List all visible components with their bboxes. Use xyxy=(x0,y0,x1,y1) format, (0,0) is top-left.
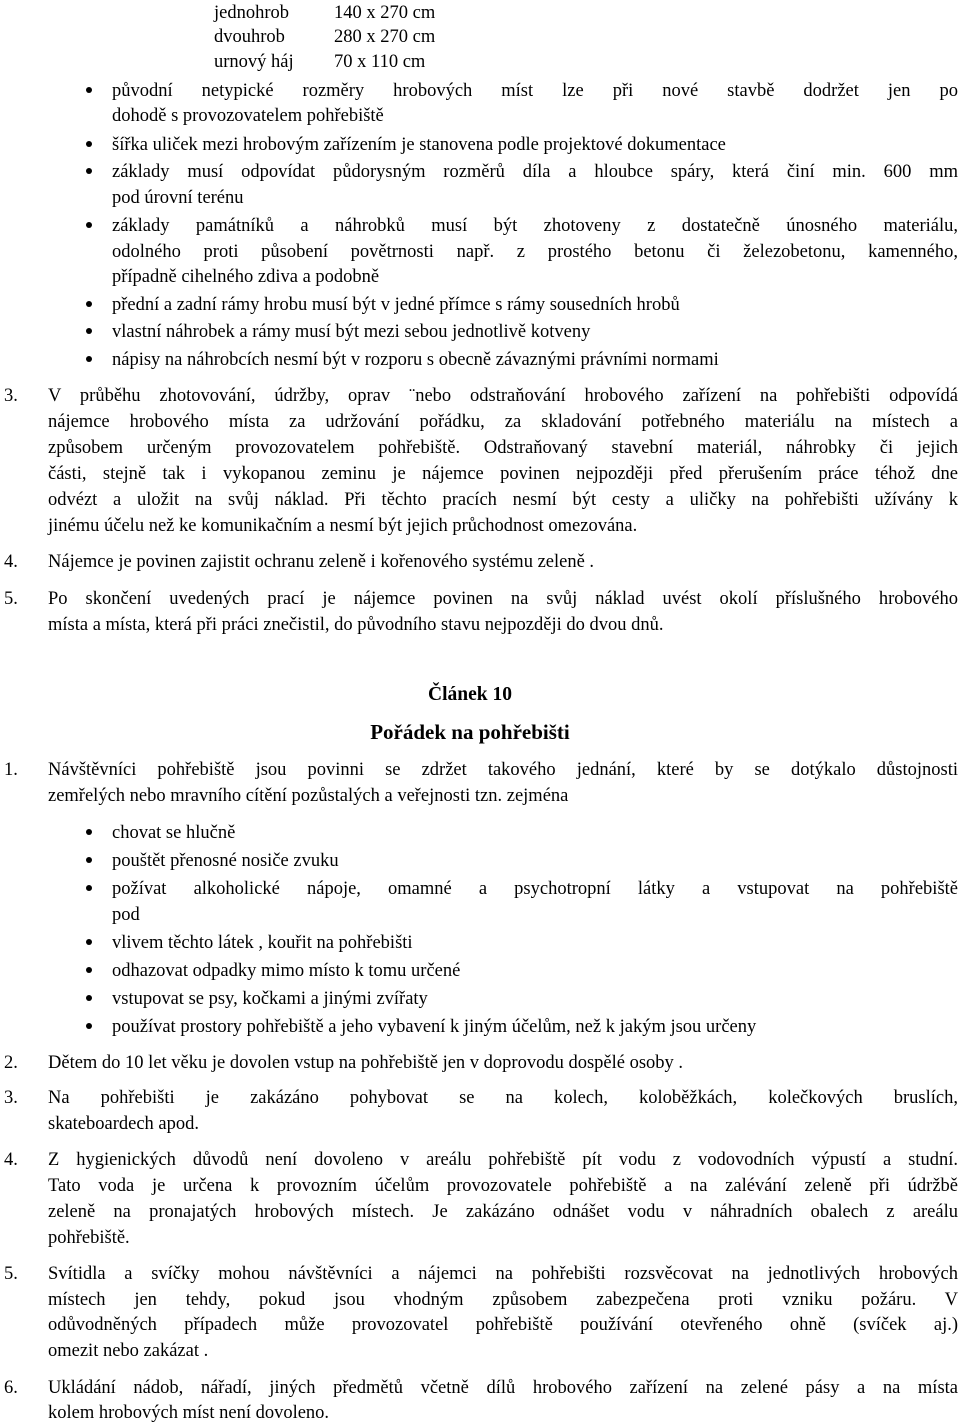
paragraph-line: Návštěvníci pohřebiště jsou povinni se zdržet takového jednání, které by se dotýkalo důstojnosti xyxy=(48,760,958,780)
bullet-icon xyxy=(86,995,92,1001)
article-title: Pořádek na pohřebišti xyxy=(370,720,570,744)
size-row: urnový háj 70 x 110 cm xyxy=(214,52,426,72)
bullet-icon xyxy=(86,87,92,93)
paragraph-line: části, stejně tak i vykopanou zeminu je nájemce povinen nejpozději před přerušením práce téhož dne xyxy=(48,464,958,484)
bullet-icon xyxy=(86,857,92,863)
paragraph-line: odvézt a uložit na svůj náklad. Při těchto pracích nesmí být cesty a uličky na pohřebišti užívány k xyxy=(48,490,958,510)
paragraph-line: jinému účelu než ke komunikačním a nesmí být jejich průchodnost omezována. xyxy=(48,516,638,536)
list-item: přední a zadní rámy hrobu musí být v jedné přímce s rámy sousedních hrobů xyxy=(112,295,680,315)
list-item: požívat alkoholické nápoje, omamné a psychotropní látky a vstupovat na pohřebiště xyxy=(112,879,958,899)
paragraph-line: Z hygienických důvodů není dovoleno v areálu pohřebiště pít vodu z vodovodních výpustí a studní. xyxy=(48,1150,958,1170)
list-item: pouštět přenosné nosiče zvuku xyxy=(112,851,339,871)
list-item: základy památníků a náhrobků musí být zhotoveny z dostatečně únosného materiálu, xyxy=(112,216,958,236)
paragraph-line: místech jen tehdy, pokud jsou vhodným způsobem zabezpečena proti vzniku požáru. V xyxy=(48,1290,958,1310)
list-item: odhazovat odpadky mimo místo k tomu určené xyxy=(112,961,461,981)
paragraph-line: pohřebiště. xyxy=(48,1228,130,1248)
bullet-icon xyxy=(86,967,92,973)
list-item: vstupovat se psy, kočkami a jinými zvířaty xyxy=(112,989,428,1009)
paragraph-line: omezit nebo zakázat . xyxy=(48,1341,209,1361)
bullet-icon xyxy=(86,885,92,891)
list-item-continuation: odolného proti působení povětrnosti např. z prostého betonu či železobetonu, kamenného, xyxy=(112,242,958,262)
paragraph-line: Dětem do 10 let věku je dovolen vstup na pohřebiště jen v doprovodu dospělé osoby . xyxy=(48,1053,684,1073)
bullet-icon xyxy=(86,829,92,835)
paragraph-line: Na pohřebišti je zakázáno pohybovat se na kolech, koloběžkách, kolečkových bruslích, xyxy=(48,1088,958,1108)
list-item-continuation: případně cihelného zdiva a podobně xyxy=(112,267,380,287)
bullet-icon xyxy=(86,168,92,174)
paragraph-line: Ukládání nádob, nářadí, jiných předmětů včetně dílů hrobového zařízení na zelené pásy a na místa xyxy=(48,1378,958,1398)
list-item: nápisy na náhrobcích nesmí být v rozporu s obecně závaznými právními normami xyxy=(112,350,719,370)
paragraph-line: nájemce hrobového místa za udržování pořádku, za skladování potřebného materiálu na místech a xyxy=(48,412,958,432)
paragraph-number: 4. xyxy=(4,1150,18,1170)
list-item: používat prostory pohřebiště a jeho vybavení k jiným účelům, než k jakým jsou určeny xyxy=(112,1017,757,1037)
bullet-icon xyxy=(86,328,92,334)
paragraph-line: skateboardech apod. xyxy=(48,1114,200,1134)
paragraph-line: místa a místa, která při práci znečistil, do původního stavu nejpozději do dvou dnů. xyxy=(48,615,664,635)
paragraph-line: odůvodněných případech může provozovatel pohřebiště používání otevřeného ohně (svíček aj.) xyxy=(48,1315,958,1335)
paragraph-line: Svítidla a svíčky mohou návštěvníci a nájemci na pohřebišti rozsvěcovat na jednotlivých hrobových xyxy=(48,1264,958,1284)
size-row: jednohrob 140 x 270 cm xyxy=(214,3,436,23)
bullet-icon xyxy=(86,939,92,945)
paragraph-line: způsobem určeným provozovatelem pohřebiště. Odstraňovaný stavební materiál, náhrobky či jejich xyxy=(48,438,958,458)
paragraph-number: 5. xyxy=(4,589,18,609)
paragraph-line: V průběhu zhotovování, údržby, oprav ¨nebo odstraňování hrobového zařízení na pohřebišti odpovídá xyxy=(48,386,958,406)
paragraph-line: Nájemce je povinen zajistit ochranu zeleně i kořenového systému zeleně . xyxy=(48,552,595,572)
paragraph-number: 2. xyxy=(4,1053,18,1073)
size-row: dvouhrob 280 x 270 cm xyxy=(214,27,436,47)
bullet-icon xyxy=(86,141,92,147)
paragraph-number: 6. xyxy=(4,1378,18,1398)
paragraph-line: zeleně na pronajatých hrobových místech. Je zakázáno odnášet vodu v náhradních obalech z areálu xyxy=(48,1202,958,1222)
paragraph-line: Po skončení uvedených prací je nájemce povinen na svůj náklad uvést okolí příslušného hrobového xyxy=(48,589,958,609)
list-item: vlastní náhrobek a rámy musí být mezi sebou jednotlivě kotveny xyxy=(112,322,591,342)
paragraph-line: Tato voda je určena k provozním účelům provozovatele pohřebiště a na zalévání zeleně při údržbě xyxy=(48,1176,958,1196)
list-item: původní netypické rozměry hrobových míst lze při nové stavbě dodržet jen po xyxy=(112,81,958,101)
list-item: vlivem těchto látek , kouřit na pohřebišti xyxy=(112,933,413,953)
list-item: základy musí odpovídat půdorysným rozměrů díla a hloubce spáry, která činí min. 600 mm xyxy=(112,162,958,182)
list-item: chovat se hlučně xyxy=(112,823,236,843)
bullet-icon xyxy=(86,356,92,362)
paragraph-number: 3. xyxy=(4,386,18,406)
paragraph-number: 4. xyxy=(4,552,18,572)
paragraph-line: kolem hrobových míst není dovoleno. xyxy=(48,1403,330,1423)
bullet-icon xyxy=(86,222,92,228)
bullet-icon xyxy=(86,1023,92,1029)
list-item-continuation: pod úrovní terénu xyxy=(112,188,244,208)
paragraph-number: 1. xyxy=(4,760,18,780)
paragraph-number: 5. xyxy=(4,1264,18,1284)
list-item-continuation: pod xyxy=(112,905,140,925)
bullet-icon xyxy=(86,301,92,307)
list-item: šířka uliček mezi hrobovým zařízením je stanovena podle projektové dokumentace xyxy=(112,135,726,155)
paragraph-line: zemřelých nebo mravního cítění pozůstalých a veřejnosti tzn. zejména xyxy=(48,786,569,806)
list-item-continuation: dohodě s provozovatelem pohřebiště xyxy=(112,106,384,126)
paragraph-number: 3. xyxy=(4,1088,18,1108)
article-number: Článek 10 xyxy=(428,684,512,705)
